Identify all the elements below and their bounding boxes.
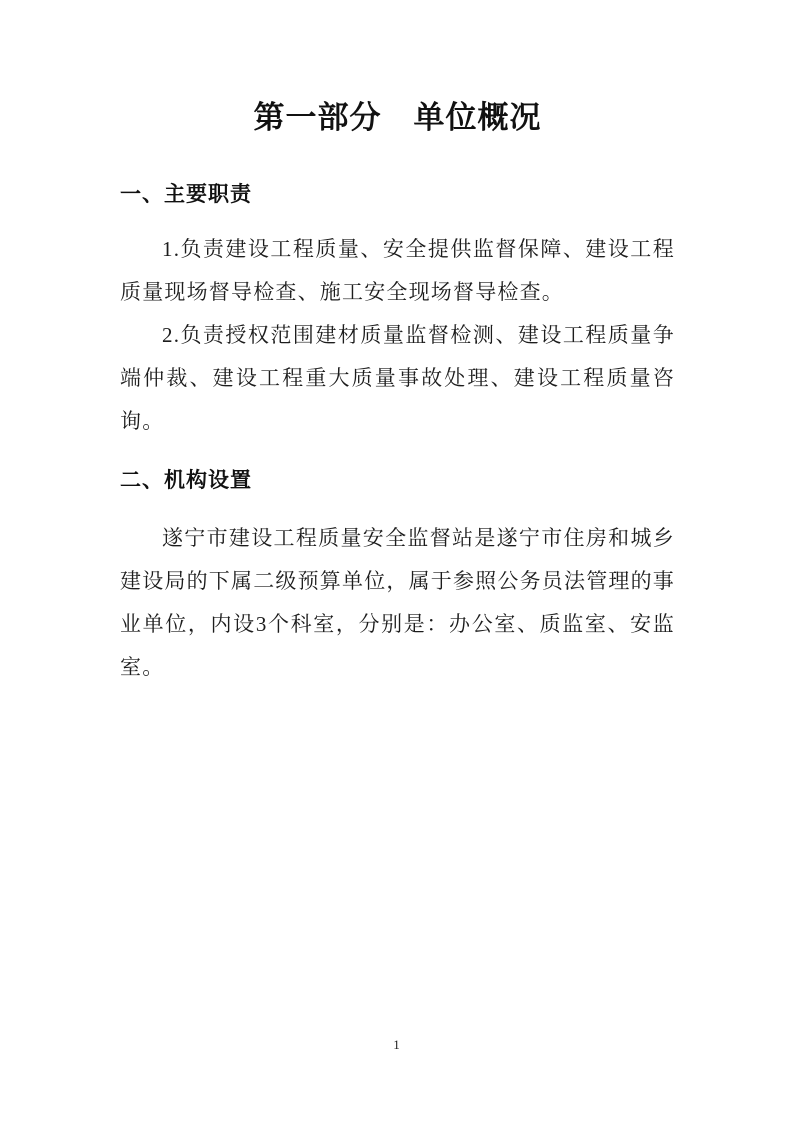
section-body-organization (120, 517, 675, 689)
section-body-main-duties (120, 228, 675, 443)
page-number: 1 (393, 1037, 400, 1052)
paragraph-organization: 遂宁市建设工程质量安全监督站是遂宁市住房和城乡建设局的下属二级预算单位，属于参照公务员法管理的事业单位，内设3个科室，分别是：办公室、质监室、安监室。 (120, 526, 675, 679)
document-content (120, 0, 675, 689)
section-heading-organization: 二、机构设置 (120, 469, 252, 492)
section-heading-main-duties: 一、主要职责 (120, 183, 252, 206)
paragraph-duty-2: 2.负责授权范围建材质量监督检测、建设工程质量争端仲裁、建设工程重大质量事故处理、建设工程质量咨询。 (120, 323, 675, 433)
document-title: 第一部分 单位概况 (253, 100, 542, 135)
paragraph-duty-1: 1.负责建设工程质量、安全提供监督保障、建设工程质量现场督导检查、施工安全现场督导检查。 (120, 237, 675, 304)
